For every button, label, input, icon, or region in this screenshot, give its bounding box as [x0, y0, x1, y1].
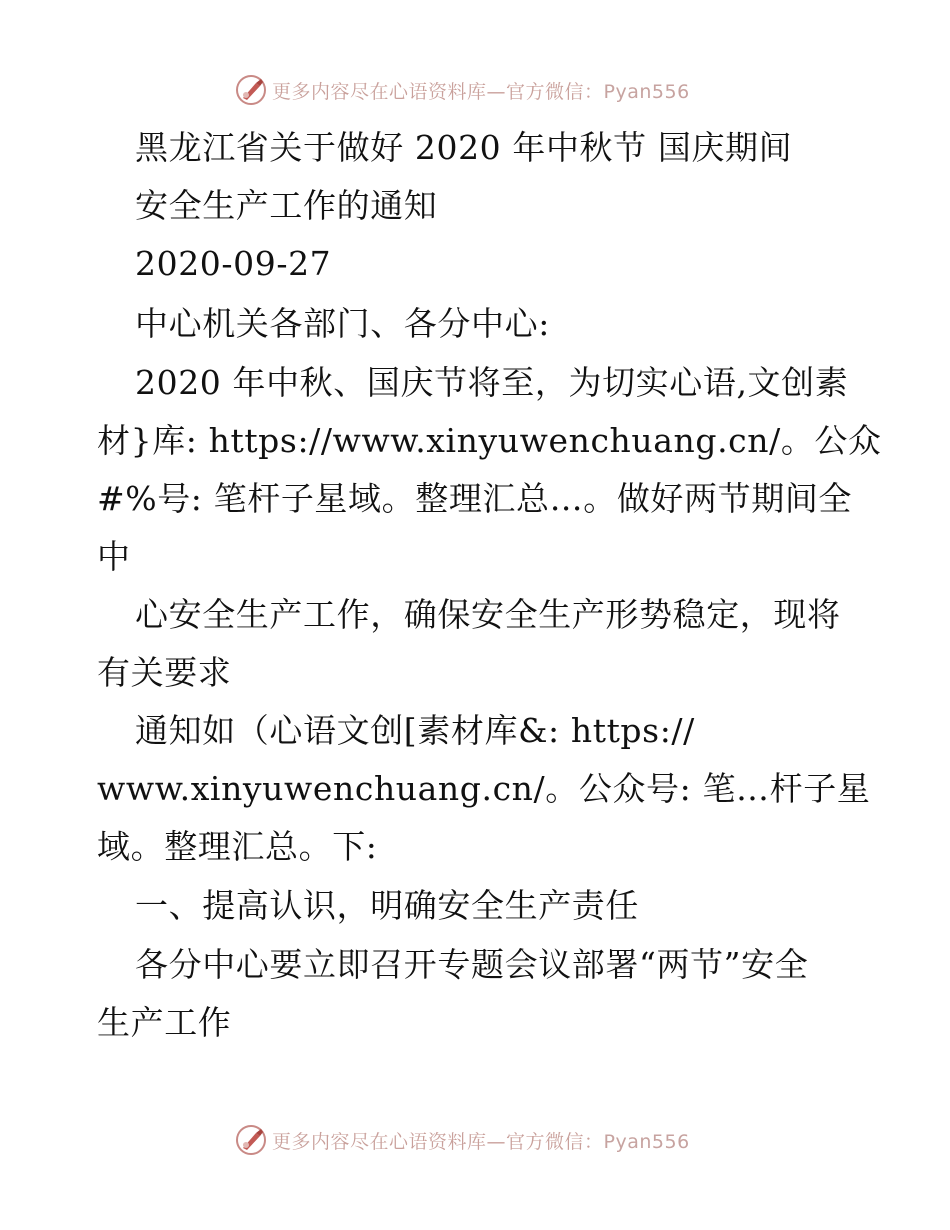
- section-1-heading: 一、提高认识，明确安全生产责任: [135, 886, 639, 925]
- document-title-line-1: 黑龙江省关于做好 2020 年中秋节 国庆期间: [135, 128, 793, 167]
- quill-pen-logo-icon: [234, 73, 268, 107]
- paragraph-1-line-3: #%号: 笔杆子星域。整理汇总…。做好两节期间全: [97, 479, 853, 518]
- paragraph-1-line-4: 中: [97, 537, 131, 576]
- paragraph-3-line-2: www.xinyuwenchuang.cn/。公众号: 笔…杆子星: [97, 769, 871, 808]
- quill-pen-logo-icon: [234, 1123, 268, 1157]
- watermark-text: 更多内容尽在心语资料库—官方微信：Pyan556: [272, 1130, 690, 1153]
- paragraph-1-line-2: 材}库: https://www.xinyuwenchuang.cn/。公众: [97, 421, 882, 460]
- salutation: 中心机关各部门、各分中心:: [135, 304, 550, 343]
- watermark-text: 更多内容尽在心语资料库—官方微信：Pyan556: [272, 80, 690, 103]
- paragraph-3-line-3: 域。整理汇总。下:: [97, 827, 378, 866]
- paragraph-2-line-1: 心安全生产工作，确保安全生产形势稳定，现将: [135, 595, 841, 634]
- document-date: 2020-09-27: [135, 244, 332, 283]
- paragraph-1-line-1: 2020 年中秋、国庆节将至，为切实心语,文创素: [135, 363, 849, 402]
- header-watermark: [234, 72, 754, 108]
- paragraph-3-line-1: 通知如（心语文创[素材库&: https://: [135, 711, 695, 750]
- document-title-line-2: 安全生产工作的通知: [135, 186, 438, 225]
- paragraph-2-line-2: 有关要求: [97, 653, 232, 692]
- footer-watermark: [234, 1122, 754, 1158]
- paragraph-4-line-1: 各分中心要立即召开专题会议部署“两节”安全: [135, 945, 809, 984]
- paragraph-4-line-2: 生产工作: [97, 1003, 232, 1042]
